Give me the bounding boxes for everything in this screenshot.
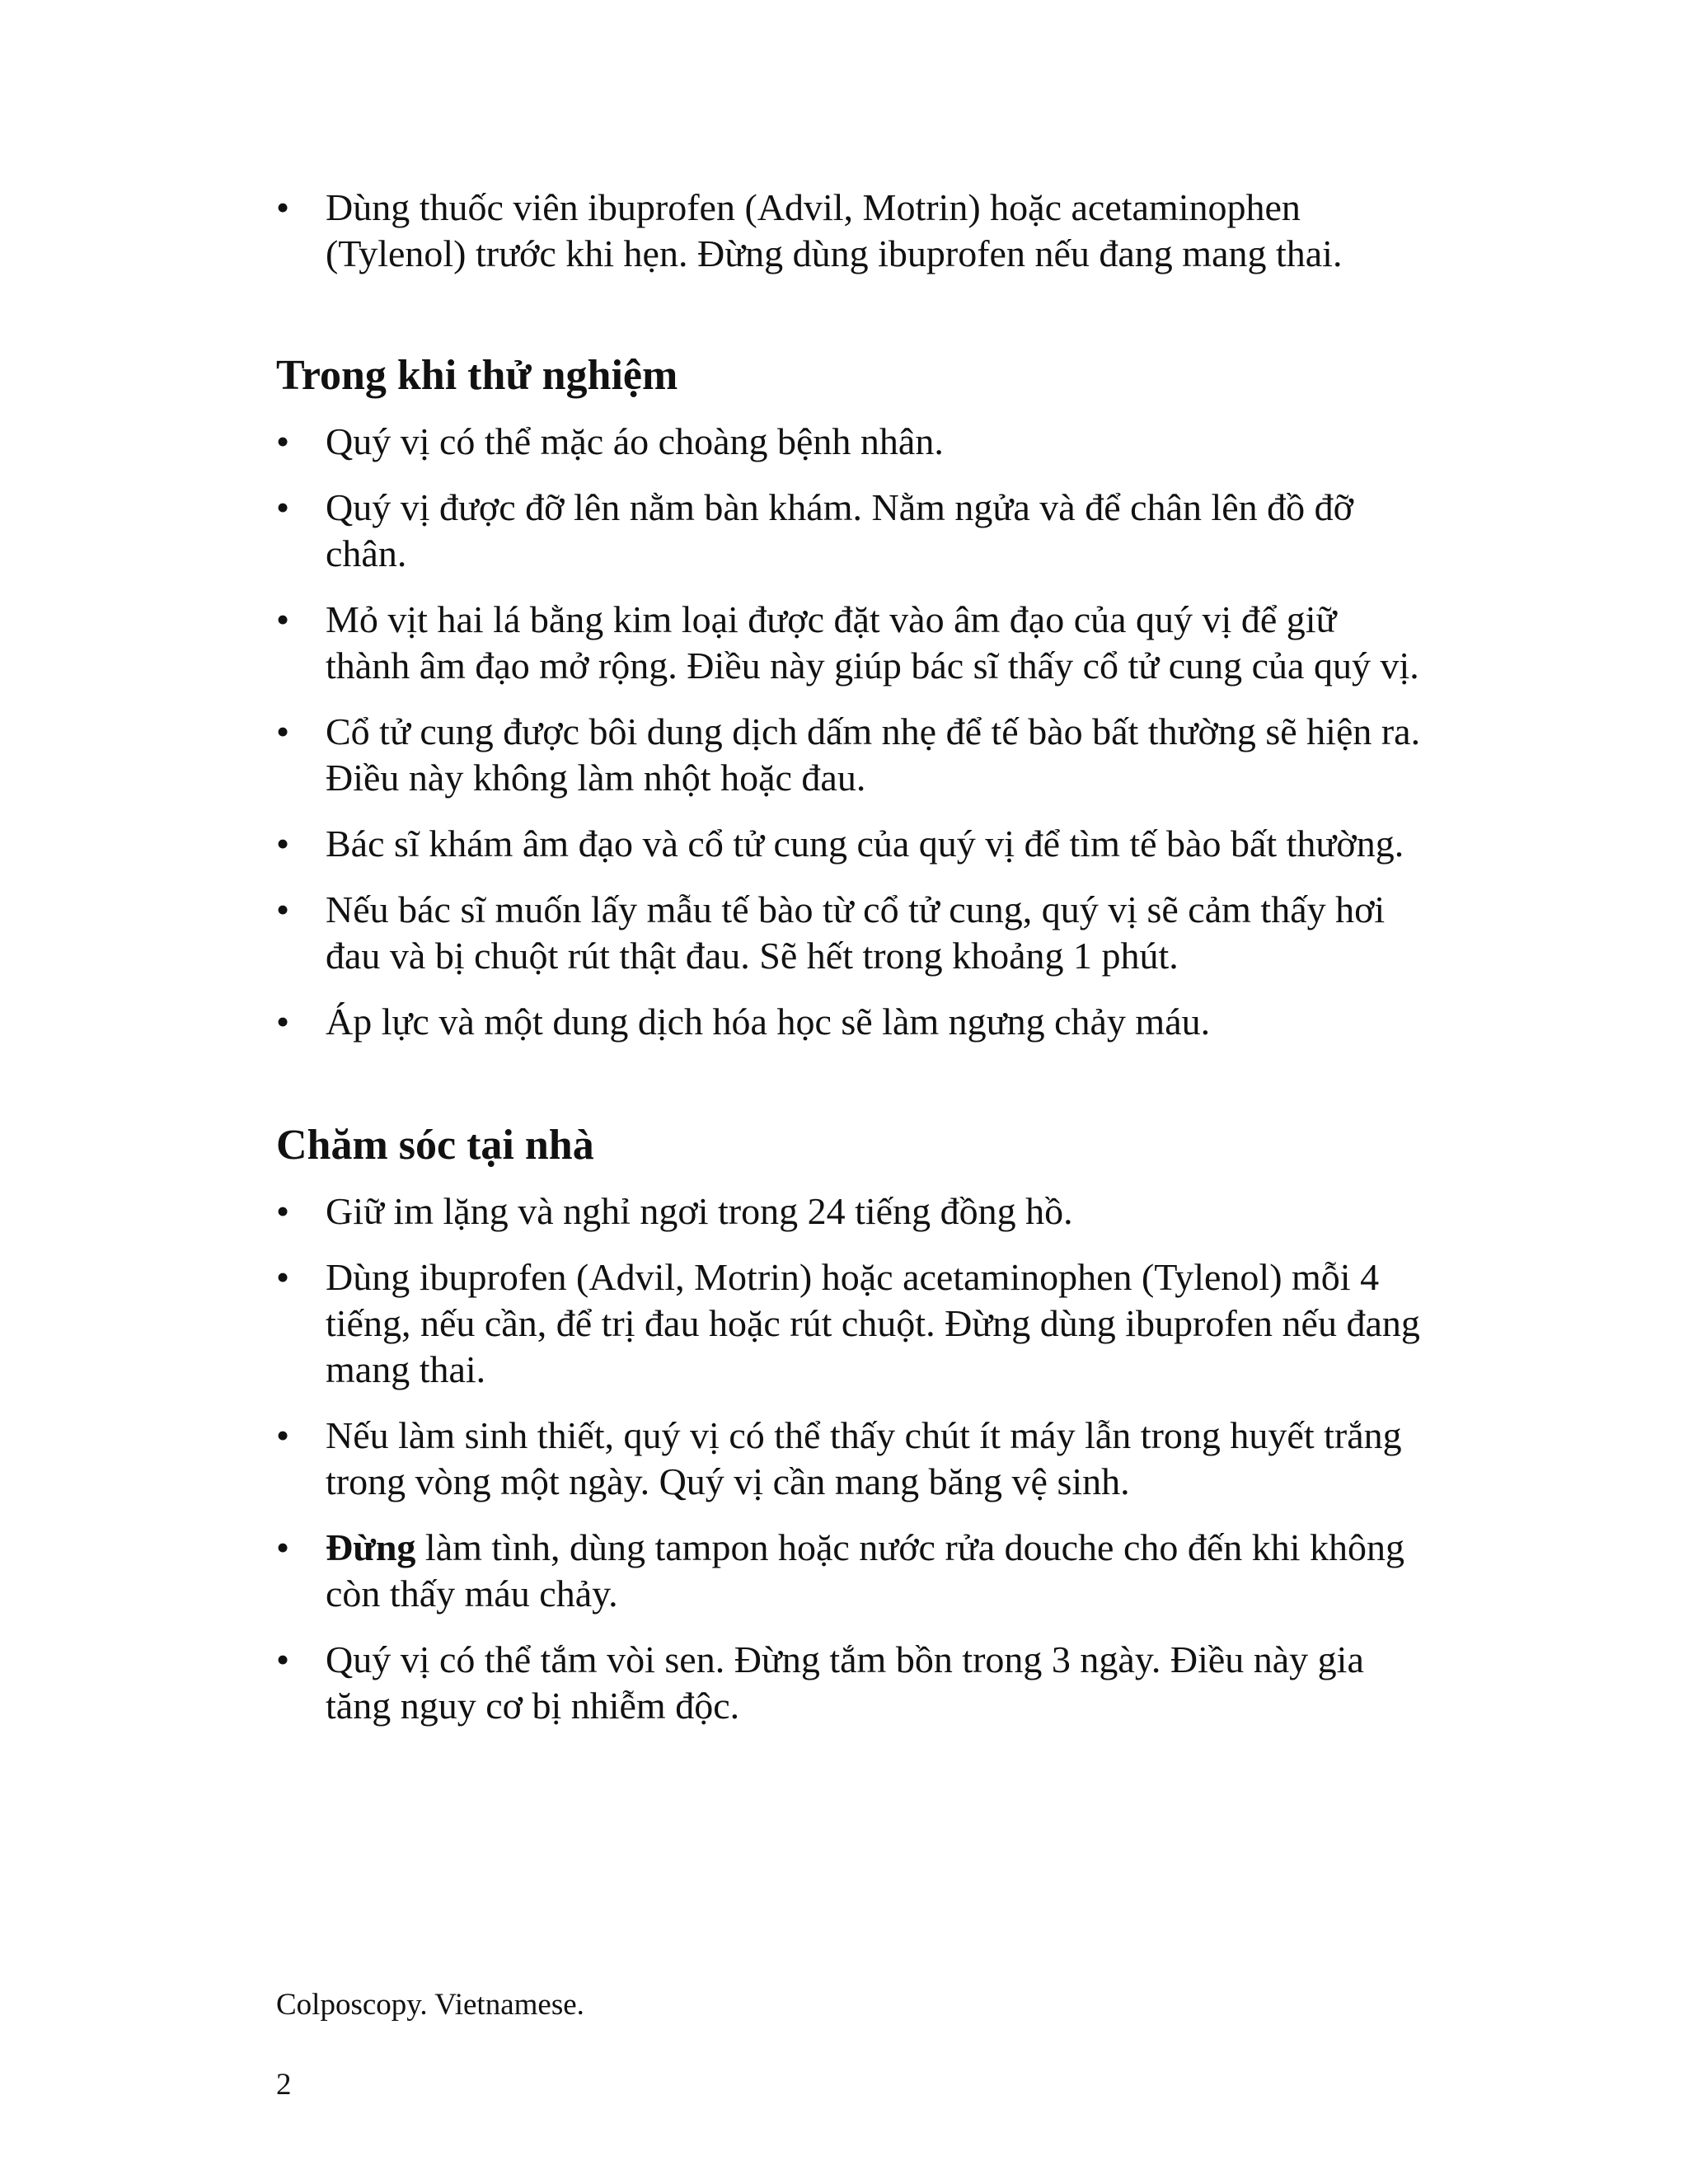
- home-care-list: [276, 1188, 1422, 1729]
- item-text: Nếu làm sinh thiết, quý vị có thể thấy chút ít máy lẫn trong huyết trắng trong vòng một ngày. Quý vị cần mang băng vệ sinh.: [326, 1414, 1402, 1502]
- section-heading-home-care: Chăm sóc tại nhà: [276, 1122, 594, 1169]
- bullet-glyph: •: [276, 823, 290, 865]
- bullet-glyph: •: [276, 888, 290, 930]
- list-item: [276, 597, 1422, 689]
- item-text: Quý vị được đỡ lên nằm bàn khám. Nằm ngửa và để chân lên đồ đỡ chân.: [326, 486, 1353, 574]
- item-text: Cổ tử cung được bôi dung dịch dấm nhẹ để tế bào bất thường sẽ hiện ra. Điều này không làm nhột hoặc đau.: [326, 710, 1421, 799]
- list-item: [276, 821, 1422, 867]
- list-item: [276, 1254, 1422, 1393]
- list-item: [276, 185, 1422, 277]
- item-text: Giữ im lặng và nghỉ ngơi trong 24 tiếng đồng hồ.: [326, 1190, 1073, 1232]
- section-heading-during-test: Trong khi thử nghiệm: [276, 352, 678, 399]
- item-text: Quý vị có thể tắm vòi sen. Đừng tắm bồn trong 3 ngày. Điều này gia tăng nguy cơ bị nhiễm độc.: [326, 1638, 1364, 1727]
- page-number: 2: [276, 2068, 292, 2102]
- bullet-glyph: •: [276, 486, 290, 528]
- list-item: [276, 485, 1422, 577]
- intro-list: [276, 185, 1422, 277]
- list-item: [276, 999, 1422, 1045]
- document-footer: Colposcopy. Vietnamese.: [276, 1988, 584, 2022]
- during-test-list: [276, 419, 1422, 1045]
- item-text: Áp lực và một dung dịch hóa học sẽ làm ngưng chảy máu.: [326, 1001, 1211, 1043]
- bullet-glyph: •: [276, 1190, 290, 1232]
- bullet-glyph: •: [276, 186, 290, 228]
- bullet-glyph: •: [276, 420, 290, 462]
- list-item: [276, 709, 1422, 801]
- list-item: [276, 1525, 1422, 1617]
- list-item: [276, 1637, 1422, 1729]
- bullet-glyph: •: [276, 1001, 290, 1043]
- item-text: Dùng thuốc viên ibuprofen (Advil, Motrin) hoặc acetaminophen (Tylenol) trước khi hẹn. Đừng dùng ibuprofen nếu đang mang thai.: [326, 186, 1343, 274]
- bullet-glyph: •: [276, 1414, 290, 1456]
- emphasis-text: Đừng: [326, 1526, 416, 1568]
- item-text: Mỏ vịt hai lá bằng kim loại được đặt vào âm đạo của quý vị để giữ thành âm đạo mở rộng. Điều này giúp bác sĩ thấy cổ tử cung của quý vị.: [326, 598, 1419, 687]
- document-page: [276, 185, 1422, 1749]
- item-text: làm tình, dùng tampon hoặc nước rửa douche cho đến khi không còn thấy máu chảy.: [326, 1526, 1405, 1615]
- list-item: [276, 887, 1422, 979]
- bullet-glyph: •: [276, 1256, 290, 1298]
- item-text: Nếu bác sĩ muốn lấy mẫu tế bào từ cổ tử cung, quý vị sẽ cảm thấy hơi đau và bị chuột rút thật đau. Sẽ hết trong khoảng 1 phút.: [326, 888, 1386, 977]
- item-text: Quý vị có thể mặc áo choàng bệnh nhân.: [326, 420, 944, 462]
- list-item: [276, 1413, 1422, 1505]
- bullet-glyph: •: [276, 598, 290, 640]
- list-item: [276, 1188, 1422, 1235]
- bullet-glyph: •: [276, 1638, 290, 1680]
- bullet-glyph: •: [276, 1526, 290, 1568]
- list-item: [276, 419, 1422, 465]
- item-text: Bác sĩ khám âm đạo và cổ tử cung của quý vị để tìm tế bào bất thường.: [326, 823, 1404, 865]
- bullet-glyph: •: [276, 710, 290, 752]
- item-text: Dùng ibuprofen (Advil, Motrin) hoặc acetaminophen (Tylenol) mỗi 4 tiếng, nếu cần, để trị đau hoặc rút chuột. Đừng dùng ibuprofen nếu đang mang thai.: [326, 1256, 1420, 1390]
